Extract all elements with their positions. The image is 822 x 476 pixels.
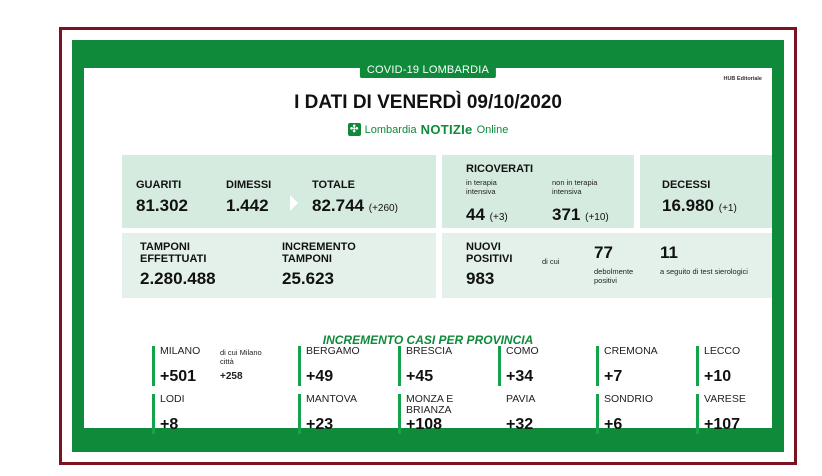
- tests-box: [122, 233, 436, 298]
- region-tag: COVID-19 LOMBARDIA: [360, 62, 496, 78]
- province-name: BRESCIA: [406, 345, 453, 357]
- sierologici-label: a seguito di test sierologici: [660, 267, 748, 276]
- provinces-title: INCREMENTO CASI PER PROVINCIA: [322, 333, 534, 347]
- page-title: I DATI DI VENERDÌ 09/10/2020: [294, 92, 562, 113]
- decessi-label: DECESSI: [662, 179, 711, 191]
- hospitalized-box: [442, 155, 634, 228]
- province-value: +501: [160, 368, 197, 385]
- province-mantova: [298, 394, 394, 434]
- province-value: +34: [506, 368, 534, 385]
- province-value: +45: [406, 368, 434, 385]
- guariti-value: 81.302: [136, 196, 188, 215]
- province-value: +7: [604, 368, 623, 385]
- deaths-box: [640, 155, 772, 228]
- province-lecco: [696, 346, 766, 386]
- incremento-value: 25.623: [282, 269, 334, 288]
- incremento-label-line-1: INCREMENTO: [282, 241, 356, 253]
- arrow-right-icon: [290, 195, 298, 211]
- province-monza-brianza: [398, 394, 470, 434]
- positives-box: [442, 233, 772, 298]
- province-value: +32: [506, 416, 534, 433]
- province-pavia: [498, 394, 594, 434]
- tamponi-label: [140, 241, 206, 265]
- province-name: PAVIA: [506, 393, 536, 405]
- outer-frame: [59, 27, 797, 465]
- positivi-label: [466, 241, 512, 265]
- positivi-label-line-2: POSITIVI: [466, 253, 513, 265]
- province-name: CREMONA: [604, 345, 658, 357]
- tamponi-label-line-1: TAMPONI: [140, 241, 190, 253]
- province-milano: [152, 345, 262, 386]
- province-como: [498, 346, 594, 386]
- province-name: MONZA E BRIANZA: [406, 393, 454, 416]
- province-name: MANTOVA: [306, 393, 357, 405]
- sierologici-value: 11: [660, 243, 678, 262]
- province-value: +10: [704, 368, 732, 385]
- incremento-label-line-2: TAMPONI: [282, 253, 332, 265]
- decessi-delta: (+1): [718, 203, 737, 214]
- non-terapia-value-line: [552, 205, 609, 225]
- green-background: [72, 40, 784, 452]
- dimessi-label: DIMESSI: [226, 179, 272, 191]
- province-name: LODI: [160, 393, 185, 405]
- province-varese: [696, 394, 766, 434]
- province-value: +108: [406, 416, 443, 433]
- deboli-label: debolmente positivi: [594, 267, 634, 285]
- totale-label: TOTALE: [312, 179, 355, 191]
- province-value: +107: [704, 416, 741, 433]
- brand-line: [84, 122, 772, 137]
- terapia-delta: (+3): [489, 212, 508, 223]
- positivi-label-line-1: NUOVI: [466, 241, 501, 253]
- province-name: MILANO: [160, 345, 201, 357]
- decessi-value: 16.980: [662, 196, 714, 215]
- ricoverati-label: RICOVERATI: [466, 163, 534, 175]
- province-brescia: [398, 346, 494, 386]
- tamponi-value: 2.280.488: [140, 269, 216, 288]
- province-value: +8: [160, 416, 179, 433]
- province-cremona: [596, 346, 692, 386]
- decessi-value-line: [662, 196, 737, 216]
- province-name: BERGAMO: [306, 345, 360, 357]
- terapia-label: in terapia intensiva: [466, 178, 497, 196]
- totale-delta: (+260): [368, 203, 398, 214]
- terapia-value-line: [466, 205, 508, 225]
- dimessi-value: 1.442: [226, 196, 269, 215]
- guariti-label: GUARITI: [136, 179, 182, 191]
- lombardia-logo-icon: ✣: [348, 123, 361, 136]
- milano-city-value: +258: [220, 371, 243, 382]
- province-value: +49: [306, 368, 334, 385]
- brand-suffix: Online: [476, 123, 509, 136]
- province-lodi: [152, 394, 248, 434]
- brand-prefix: Lombardia: [364, 123, 417, 136]
- province-name: VARESE: [704, 393, 746, 405]
- non-terapia-label: non in terapia intensiva: [552, 178, 598, 196]
- milano-city-label: di cui Milano città: [220, 348, 262, 366]
- province-name: LECCO: [704, 345, 741, 357]
- totale-value-line: [312, 196, 398, 216]
- province-value: +6: [604, 416, 623, 433]
- di-cui-label: di cui: [542, 257, 560, 266]
- terapia-value: 44: [466, 205, 485, 224]
- province-value: +23: [306, 416, 334, 433]
- non-terapia-delta: (+10): [585, 212, 609, 223]
- infographic-card: [84, 64, 772, 433]
- deboli-value: 77: [594, 243, 613, 262]
- positivi-value: 983: [466, 269, 495, 288]
- province-name: COMO: [506, 345, 539, 357]
- brand-name: NOTIZIe: [420, 122, 473, 137]
- totale-value: 82.744: [312, 196, 364, 215]
- non-terapia-value: 371: [552, 205, 581, 224]
- province-name: SONDRIO: [604, 393, 654, 405]
- incremento-label: [282, 241, 356, 265]
- recovered-box: [122, 155, 436, 228]
- tamponi-label-line-2: EFFETTUATI: [140, 253, 207, 265]
- hub-editoriale-logo: HUB Editoriale: [723, 76, 762, 82]
- province-sondrio: [596, 394, 692, 434]
- province-bergamo: [298, 346, 394, 386]
